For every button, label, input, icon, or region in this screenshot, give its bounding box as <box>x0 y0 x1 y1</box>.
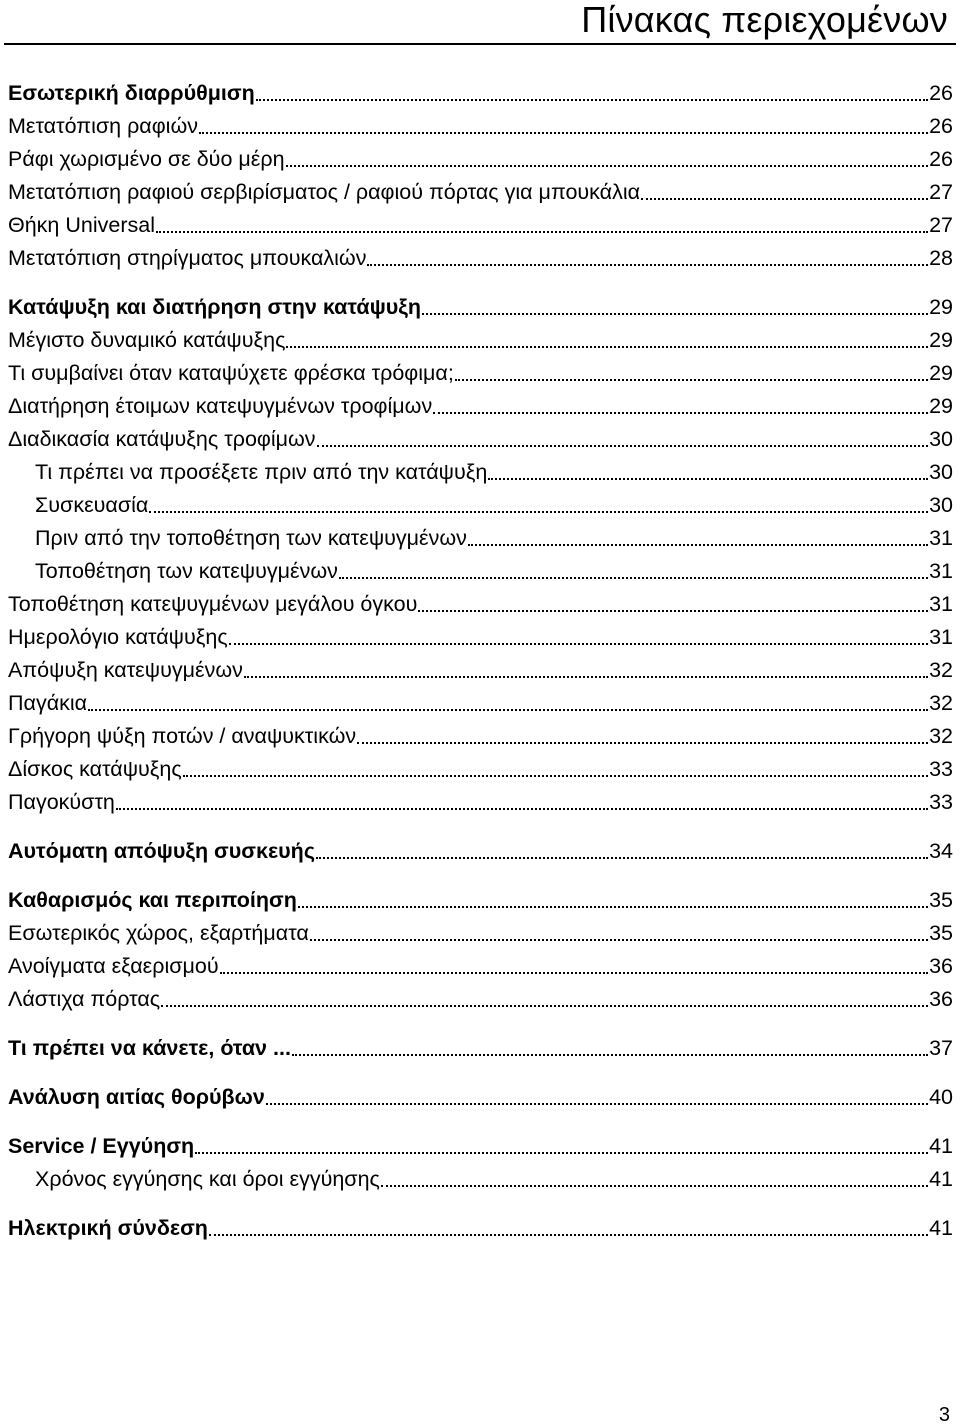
toc-entry-page: 36 <box>929 987 953 1011</box>
toc-entry-page: 41 <box>929 1167 953 1191</box>
toc-entry-title: Ανάλυση αιτίας θορύβων <box>8 1085 265 1109</box>
toc-entry-page: 27 <box>929 180 953 204</box>
dot-leader <box>220 972 928 974</box>
dot-leader <box>310 939 928 941</box>
dot-leader <box>183 775 928 777</box>
toc-entry-page: 29 <box>929 394 953 418</box>
toc-entry-title: Διαδικασία κατάψυξης τροφίμων <box>8 427 316 451</box>
dot-leader <box>244 676 928 678</box>
toc-entry[interactable] <box>8 1211 953 1241</box>
dot-leader <box>468 544 928 546</box>
dot-leader <box>161 1005 928 1007</box>
toc-entry[interactable] <box>8 356 953 386</box>
toc-entry-page: 34 <box>929 839 953 863</box>
toc-entry-page: 30 <box>929 493 953 517</box>
dot-leader <box>455 379 928 381</box>
toc-entry-page: 26 <box>929 81 953 105</box>
toc-entry-page: 29 <box>929 295 953 319</box>
dot-leader <box>316 857 928 859</box>
toc-entry-title: Ηλεκτρική σύνδεση <box>8 1216 208 1240</box>
toc-entry-page: 32 <box>929 691 953 715</box>
toc-entry-page: 29 <box>929 328 953 352</box>
toc-entry[interactable] <box>8 76 953 106</box>
dot-leader <box>286 346 928 348</box>
dot-leader <box>266 1103 928 1105</box>
toc-entry-title: Τι πρέπει να κάνετε, όταν ... <box>8 1036 291 1060</box>
toc-entry-title: Ημερολόγιο κατάψυξης <box>8 625 228 649</box>
toc-entry-title: Service / Εγγύηση <box>8 1134 195 1158</box>
dot-leader <box>641 198 928 200</box>
dot-leader <box>292 1054 928 1056</box>
toc-entry[interactable] <box>8 422 953 452</box>
toc-entry-title: Ράφι χωρισμένο σε δύο μέρη <box>8 147 285 171</box>
toc-entry[interactable] <box>8 389 953 419</box>
toc-entry-page: 26 <box>929 147 953 171</box>
toc-entry[interactable] <box>8 109 953 139</box>
toc-entry-title: Μετατόπιση στηρίγματος μπουκαλιών <box>8 246 367 270</box>
dot-leader <box>209 1234 928 1236</box>
toc-entry-title: Γρήγορη ψύξη ποτών / αναψυκτικών <box>8 724 357 748</box>
toc-entry[interactable] <box>8 785 953 815</box>
toc-entry-page: 31 <box>929 559 953 583</box>
toc-entry[interactable] <box>8 290 953 320</box>
toc-entry-title: Παγάκια <box>8 691 88 715</box>
toc-entry-title: Θήκη Universal <box>8 213 155 237</box>
toc-entry-page: 33 <box>929 790 953 814</box>
toc-entry[interactable] <box>8 916 953 946</box>
toc-entry[interactable] <box>8 142 953 172</box>
page-title: Πίνακας περιεχομένων <box>581 0 948 40</box>
dot-leader <box>433 412 928 414</box>
toc-entry-title: Χρόνος εγγύησης και όροι εγγύησης <box>35 1167 380 1191</box>
dot-leader <box>149 511 928 513</box>
toc-entry-page: 27 <box>929 213 953 237</box>
dot-leader <box>357 742 928 744</box>
toc-entry-page: 32 <box>929 724 953 748</box>
dot-leader <box>418 610 928 612</box>
toc-entry-title: Καθαρισμός και περιποίηση <box>8 888 297 912</box>
dot-leader <box>88 709 928 711</box>
toc-entry[interactable] <box>8 241 953 271</box>
dot-leader <box>195 1152 928 1154</box>
toc-entry[interactable] <box>8 587 953 617</box>
toc-entry[interactable] <box>8 982 953 1012</box>
toc-entry-page: 33 <box>929 757 953 781</box>
toc-entry[interactable] <box>8 719 953 749</box>
toc-entry-title: Τοποθέτηση των κατεψυγμένων <box>35 559 338 583</box>
toc-entry[interactable] <box>8 175 953 205</box>
dot-leader <box>367 264 928 266</box>
toc-entry[interactable] <box>8 686 953 716</box>
toc-entry-page: 31 <box>929 592 953 616</box>
toc-entry-page: 41 <box>929 1134 953 1158</box>
toc-entry-title: Τι πρέπει να προσέξετε πριν από την κατάψυξη <box>35 460 488 484</box>
toc-entry-title: Κατάψυξη και διατήρηση στην κατάψυξη <box>8 295 421 319</box>
toc-entry-page: 30 <box>929 460 953 484</box>
dot-leader <box>156 231 928 233</box>
toc-entry-title: Λάστιχα πόρτας <box>8 987 161 1011</box>
dot-leader <box>286 165 929 167</box>
toc-entry-page: 35 <box>929 888 953 912</box>
toc-entry[interactable] <box>35 1162 953 1192</box>
dot-leader <box>199 132 928 134</box>
toc-entry[interactable] <box>35 521 953 551</box>
toc-entry[interactable] <box>35 455 953 485</box>
toc-entry[interactable] <box>8 323 953 353</box>
toc-entry[interactable] <box>8 949 953 979</box>
dot-leader <box>229 643 928 645</box>
dot-leader <box>317 445 929 447</box>
toc-entry-page: 26 <box>929 114 953 138</box>
toc-entry-title: Εσωτερική διαρρύθμιση <box>8 81 255 105</box>
toc-entry-title: Απόψυξη κατεψυγμένων <box>8 658 243 682</box>
toc-entry[interactable] <box>8 883 953 913</box>
toc-entry-page: 40 <box>929 1085 953 1109</box>
dot-leader <box>256 99 928 101</box>
toc-entry[interactable] <box>8 653 953 683</box>
toc-entry[interactable] <box>8 1031 953 1061</box>
toc-entry-title: Διατήρηση έτοιμων κατεψυγμένων τροφίμων <box>8 394 433 418</box>
toc-entry[interactable] <box>35 554 953 584</box>
toc-entry[interactable] <box>8 752 953 782</box>
toc-entry[interactable] <box>8 1080 953 1110</box>
toc-entry[interactable] <box>8 1129 953 1159</box>
toc-entry-page: 31 <box>929 625 953 649</box>
toc-entry-title: Ανοίγματα εξαερισμού <box>8 954 219 978</box>
toc-entry-title: Τι συμβαίνει όταν καταψύχετε φρέσκα τρόφιμα; <box>8 361 454 385</box>
toc-entry-page: 31 <box>929 526 953 550</box>
toc-entry-title: Δίσκος κατάψυξης <box>8 757 182 781</box>
toc-entry[interactable] <box>8 208 953 238</box>
toc-entry-page: 28 <box>929 246 953 270</box>
toc-entry[interactable] <box>35 488 953 518</box>
dot-leader <box>298 906 928 908</box>
dot-leader <box>116 808 928 810</box>
dot-leader <box>422 313 928 315</box>
toc-entry[interactable] <box>8 834 953 864</box>
toc-entry-title: Μετατόπιση ραφιού σερβιρίσματος / ραφιού πόρτας για μπουκάλια <box>8 180 641 204</box>
toc-entry[interactable] <box>8 620 953 650</box>
toc-entry-page: 37 <box>929 1036 953 1060</box>
toc-entry-page: 32 <box>929 658 953 682</box>
dot-leader <box>381 1185 928 1187</box>
dot-leader <box>488 478 928 480</box>
toc-entry-title: Συσκευασία <box>35 493 149 517</box>
toc-entry-page: 35 <box>929 921 953 945</box>
toc-entry-title: Εσωτερικός χώρος, εξαρτήματα <box>8 921 309 945</box>
toc-entry-title: Πριν από την τοποθέτηση των κατεψυγμένων <box>35 526 467 550</box>
dot-leader <box>339 577 928 579</box>
toc-entry-page: 36 <box>929 954 953 978</box>
toc-entry-title: Αυτόματη απόψυξη συσκευής <box>8 839 315 863</box>
toc-entry-page: 29 <box>929 361 953 385</box>
toc-entry-title: Παγοκύστη <box>8 790 115 814</box>
toc-entry-title: Μετατόπιση ραφιών <box>8 114 198 138</box>
toc-entry-page: 30 <box>929 427 953 451</box>
toc-entry-title: Τοποθέτηση κατεψυγμένων μεγάλου όγκου <box>8 592 418 616</box>
toc-entry-page: 41 <box>929 1216 953 1240</box>
toc-entry-title: Μέγιστο δυναμικό κατάψυξης <box>8 328 286 352</box>
page-number: 3 <box>938 1404 950 1426</box>
